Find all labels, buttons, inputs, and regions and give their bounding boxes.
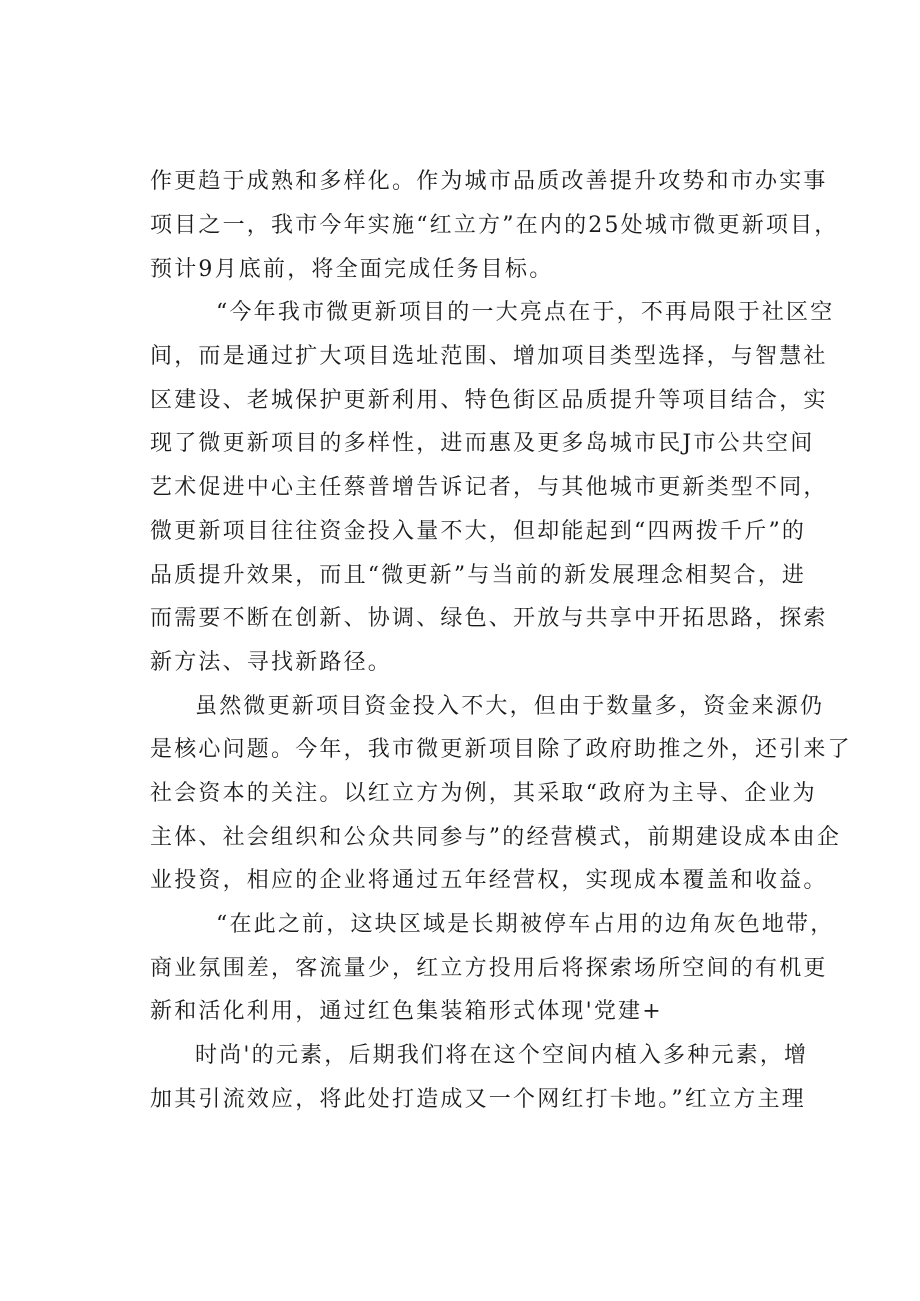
text-line: 商业氛围差，客流量少，红立方投用后将探索场所空间的有机更 bbox=[150, 956, 828, 981]
text-line: 预计9月底前，将全面完成任务目标。 bbox=[150, 257, 554, 282]
text-line: 社会资本的关注。以红立方为例，其采取“政府为主导、企业为 bbox=[150, 781, 817, 806]
text-line: 微更新项目往往资金投入量不大，但却能起到“四两拨千斤”的 bbox=[150, 519, 807, 544]
text-line: 主体、社会组织和公众共同参与”的经营模式，前期建设成本由企 bbox=[150, 825, 842, 850]
text-line: 艺术促进中心主任蔡普增告诉记者，与其他城市更新类型不同， bbox=[150, 475, 828, 500]
text-line: “在此之前，这块区域是长期被停车占用的边角灰色地带， bbox=[216, 912, 835, 937]
text-line: 虽然微更新项目资金投入不大，但由于数量多，资金来源仍 bbox=[195, 694, 825, 719]
text-line: 间，而是通过扩大项目选址范围、增加项目类型选择，与智慧社 bbox=[150, 344, 828, 369]
text-line: 品质提升效果，而且“微更新”与当前的新发展理念相契合，进 bbox=[150, 563, 807, 588]
text-line: 是核心问题。今年，我市微更新项目除了政府助推之外，还引来了 bbox=[150, 737, 852, 762]
text-line: 而需要不断在创新、协调、绿色、开放与共享中开拓思路，探索 bbox=[150, 606, 828, 631]
text-line: 现了微更新项目的多样性，进而惠及更多岛城市民J市公共空间 bbox=[150, 431, 815, 456]
text-line: 作更趋于成熟和多样化。作为城市品质改善提升攻势和市办实事 bbox=[150, 169, 828, 194]
text-line: 项目之一，我市今年实施“红立方”在内的25处城市微更新项目， bbox=[150, 213, 839, 238]
text-line: 业投资，相应的企业将通过五年经营权，实现成本覆盖和收益。 bbox=[150, 868, 828, 893]
text-line: “今年我市微更新项目的一大亮点在于，不再局限于社区空 bbox=[216, 300, 835, 325]
text-line: 加其引流效应，将此处打造成又一个网红打卡地。”红立方主理 bbox=[150, 1087, 806, 1112]
text-line: 区建设、老城保护更新利用、特色街区品质提升等项目结合，实 bbox=[150, 388, 828, 413]
text-line: 新方法、寻找新路径。 bbox=[150, 650, 393, 675]
text-line: 时尚'的元素，后期我们将在这个空间内植入多种元素，增 bbox=[195, 1043, 809, 1068]
text-line: 新和活化利用，通过红色集装箱形式体现'党建+ bbox=[150, 999, 663, 1024]
